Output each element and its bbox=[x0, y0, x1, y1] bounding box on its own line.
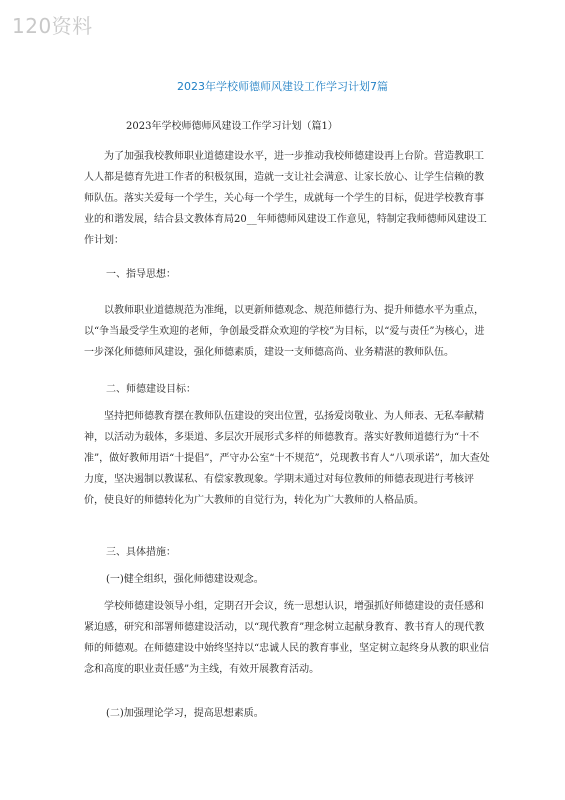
section2-paragraph: 坚持把师德教育摆在教师队伍建设的突出位置，弘扬爱岗敬业、为人师表、无私奉献精神，以活动为载体，多渠道、多层次开展形式多样的师德教育。落实好教师道德行为“十不准”，做好教师用语“十提倡”，严守办公室“十不规范”，兑现教书育人“八项承诺”，加大查处力度，坚决遏制以教谋私、有偿家教现象。学期末通过对每位教师的师德表现进行考核评价，使良好的师德转化为广大教师的自觉行为，转化为广大教师的人格品质。 bbox=[84, 411, 490, 506]
section2-heading: 二、师德建设目标： bbox=[106, 384, 196, 395]
sub2-heading: (二)加强理论学习，提高思想素质。 bbox=[106, 708, 264, 719]
section1-heading: 一、指导思想： bbox=[106, 269, 176, 280]
section3-heading: 三、具体措施： bbox=[106, 547, 176, 558]
section1-paragraph: 以教师职业道德规范为准绳，以更新师德观念、规范师德行为、提升师德水平为重点，以“争当最受学生欢迎的老师，争创最受群众欢迎的学校”为目标，以“爱与责任”为核心，进一步深化师德师风建设，强化师德素质，建设一支师德高尚、业务精湛的教师队伍。 bbox=[84, 305, 485, 358]
document-title: 2023年学校师德师风建设工作学习计划7篇 bbox=[177, 80, 388, 93]
watermark: 120资料 bbox=[12, 14, 93, 38]
sub1-paragraph: 学校师德建设领导小组，定期召开会议，统一思想认识，增强抓好师德建设的责任感和紧迫感，研究和部署师德建设活动，以“现代教育”理念树立起献身教育、教书育人的现代教师的师德观。在师德建设中始终坚持以“忠诚人民的教育事业，坚定树立起终身从教的职业信念和高度的职业责任感”为主线，有效开展教育活动。 bbox=[84, 601, 490, 675]
intro-paragraph: 为了加强我校教师职业道德建设水平，进一步推动我校师德建设再上台阶。营造教职工人人都是德育先进工作者的积极氛围，造就一支让社会满意、让家长放心、让学生信赖的教师队伍。落实关爱每一个学生，关心每一个学生，成就每一个学生的目标，促进学校教育事业的和谐发展，结合县文教体育局20__年师德师风建设工作意见，特制定我师德师风建设工作计划： bbox=[84, 151, 487, 246]
sub1-heading: (一)健全组织，强化师德建设观念。 bbox=[106, 574, 264, 585]
document-subtitle: 2023年学校师德师风建设工作学习计划（篇1） bbox=[126, 121, 338, 132]
